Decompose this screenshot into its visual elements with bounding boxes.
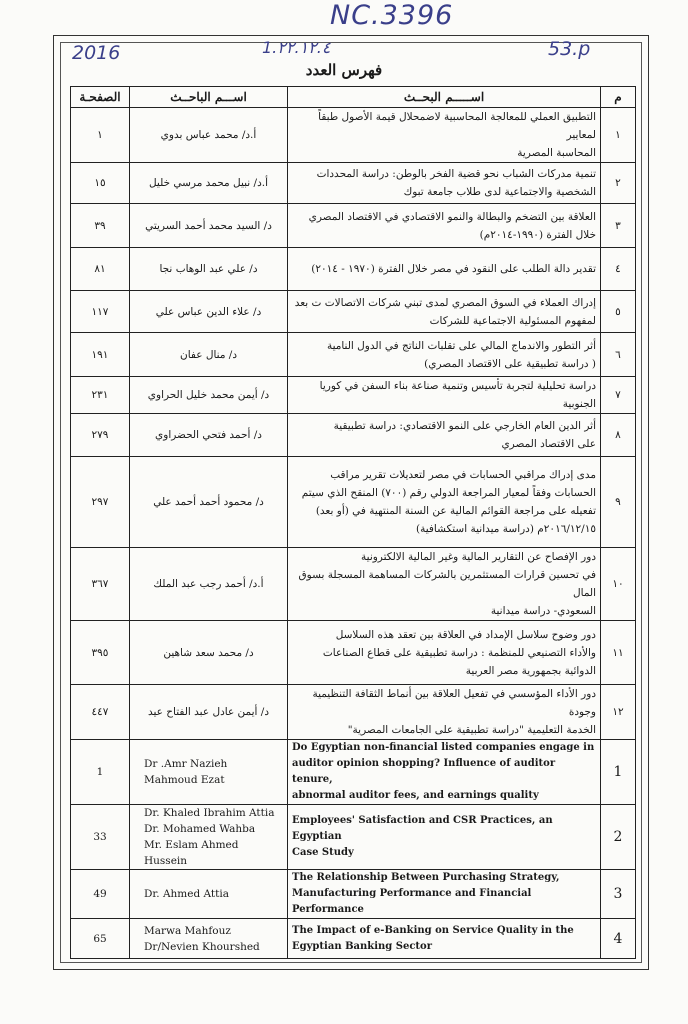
- author-cell-line: د/ أيمن عادل عبد الفتاح عيد: [147, 706, 270, 718]
- paper-title-cell-line: تفعيله على مراجعة القوائم المالية عن السنة المنتهية في (أو بعد): [315, 505, 596, 517]
- row-number-cell: ٨: [601, 414, 636, 457]
- page-number-cell: ٣٩: [71, 204, 130, 248]
- paper-title-cell-line: دراسة تحليلية لتجربة تأسيس وتنمية صناعة بناء السفن في كوريا الجنوبية: [319, 380, 596, 410]
- header-number: م: [601, 87, 636, 108]
- paper-title-cell-line: الخدمة التعليمية "دراسة تطبيقية على الجامعات المصرية": [347, 724, 596, 736]
- table-row: [71, 621, 636, 685]
- author-cell-line: د/ علاء الدين عباس علي: [155, 305, 262, 318]
- paper-title-cell-line: والأداء التصنيعي للمنظمة : دراسة تطبيقية على قطاع الصناعات: [322, 646, 596, 659]
- page-number-cell: ١: [71, 108, 130, 163]
- author-cell: [130, 621, 288, 685]
- table-row: [71, 414, 636, 457]
- row-number-cell: ٧: [601, 377, 636, 414]
- author-cell-line: أ.د/ نبيل محمد مرسي خليل: [148, 177, 269, 189]
- page-number-cell: ٨١: [71, 248, 130, 291]
- paper-title-cell: [288, 870, 601, 919]
- paper-title-cell-line: دور وضوح سلاسل الإمداد في العلاقة بين تعقد هذه السلاسل: [335, 628, 596, 641]
- page-number-cell: ٢٩٧: [71, 457, 130, 548]
- paper-title-cell-line: ( دراسة تطبيقية على الاقتصاد المصري): [424, 357, 596, 370]
- paper-title-cell-line: auditor opinion shopping? Influence of auditor tenure,: [292, 758, 556, 785]
- header-author: اســـم الباحــث: [130, 87, 288, 108]
- paper-title-cell: [288, 805, 601, 870]
- author-cell-line: أ.د/ محمد عباس بدوي: [160, 129, 257, 141]
- paper-title-cell-line: تقدير دالة الطلب على النقود في مصر خلال الفترة (١٩٧٠ - ٢٠١٤): [311, 263, 596, 275]
- header-title: اســـــم البحــث: [288, 87, 601, 108]
- row-number-cell: ١: [601, 108, 636, 163]
- paper-title-cell: [288, 548, 601, 621]
- paper-title-cell: [288, 414, 601, 457]
- table-row: [71, 457, 636, 548]
- handwritten-year: 2016: [72, 42, 121, 64]
- paper-title-cell-line: الشخصية والاجتماعية لدى طلاب جامعة تبوك: [403, 186, 596, 198]
- paper-title-cell-line: abnormal auditor fees, and earnings quality: [292, 790, 539, 801]
- page-number-cell: 1: [71, 740, 130, 805]
- author-cell-line: Dr. Khaled Ibrahim Attia: [144, 807, 275, 819]
- paper-title-cell-line: The Impact of e-Banking on Service Quality in the: [292, 924, 574, 936]
- table-row: [71, 333, 636, 377]
- author-cell-line: د/ منال عفان: [180, 348, 237, 361]
- paper-title-cell-line: إدراك العملاء في السوق المصري لمدى تبني شركات الاتصالات ت بعد: [294, 296, 596, 309]
- table-row: [71, 685, 636, 740]
- author-cell: [130, 919, 288, 959]
- paper-title-cell-line: Do Egyptian non-financial listed companies engage in: [292, 742, 595, 753]
- author-cell: [130, 248, 288, 291]
- author-cell-line: د/ علي عبد الوهاب نجا: [159, 263, 258, 275]
- author-cell: [130, 163, 288, 204]
- row-number-cell: ٣: [601, 204, 636, 248]
- page-number-cell: ٣٩٥: [71, 621, 130, 685]
- author-cell-line: د/ محمود أحمد أحمد علي: [153, 496, 264, 508]
- paper-title-cell: [288, 291, 601, 333]
- table-row: [71, 740, 636, 805]
- paper-title-cell-line: ٢٠١٦/١٢/١٥م (دراسة ميدانية استكشافية): [415, 523, 596, 535]
- table-row: [71, 919, 636, 959]
- author-cell: [130, 204, 288, 248]
- author-cell-line: Marwa Mahfouz: [144, 924, 231, 937]
- table-header-row: [71, 87, 636, 108]
- paper-title-cell-line: أثر التطور والاندماج المالي على تقلبات الناتج في الدول النامية: [326, 339, 596, 352]
- page-number-cell: ٢٣١: [71, 377, 130, 414]
- paper-title-cell-line: السعودي- دراسة ميدانية: [490, 605, 596, 617]
- table-body: [71, 108, 636, 959]
- author-cell-line: د/ محمد سعد شاهين: [163, 646, 254, 659]
- page-number-cell: ١١٧: [71, 291, 130, 333]
- author-cell: [130, 414, 288, 457]
- paper-title-cell-line: لمفهوم المسئولية الاجتماعية للشركات: [429, 314, 596, 327]
- row-number-cell: ١٢: [601, 685, 636, 740]
- paper-title-cell-line: مدى إدراك مراقبي الحسابات في مصر لتعديلات تقرير مراقب: [330, 469, 596, 481]
- table-row: [71, 805, 636, 870]
- author-cell-line: Mahmoud Ezat: [144, 774, 225, 786]
- paper-title-cell-line: Case Study: [292, 847, 354, 858]
- table-row: [71, 548, 636, 621]
- author-cell-line: Dr/Nevien Khourshed: [144, 940, 260, 953]
- author-cell-line: Dr. Mohamed Wahba: [144, 823, 256, 835]
- author-cell-line: Dr .Amr Nazieh: [144, 758, 228, 770]
- paper-title-cell-line: أثر الدين العام الخارجي على النمو الاقتصادي: دراسة تطبيقية: [333, 420, 596, 432]
- paper-title-cell-line: العلاقة بين التضخم والبطالة والنمو الاقتصادي في الاقتصاد المصري: [308, 210, 596, 223]
- table-row: [71, 163, 636, 204]
- page-number-cell: ٣٦٧: [71, 548, 130, 621]
- paper-title-cell-line: تنمية مدركات الشباب نحو قضية الفخر بالوطن: دراسة المحددات: [316, 168, 596, 180]
- paper-title-cell-line: دور الإفصاح عن التقارير المالية وغير المالية الالكترونية: [361, 551, 596, 563]
- paper-title-cell: [288, 248, 601, 291]
- author-cell: [130, 377, 288, 414]
- author-cell: [130, 740, 288, 805]
- author-cell-line: د/ أحمد فتحي الحضراوي: [155, 429, 262, 441]
- page-number-cell: ٢٧٩: [71, 414, 130, 457]
- contents-table: [70, 86, 636, 959]
- row-number-cell: 3: [601, 870, 636, 919]
- row-number-cell: 1: [601, 740, 636, 805]
- paper-title-cell-line: المحاسبة المصرية: [517, 147, 596, 159]
- page-number-cell: 33: [71, 805, 130, 870]
- table-row: [71, 248, 636, 291]
- table-row: [71, 377, 636, 414]
- author-cell-line: د/ السيد محمد أحمد السريتي: [145, 219, 272, 232]
- page-number-cell: 65: [71, 919, 130, 959]
- row-number-cell: 4: [601, 919, 636, 959]
- table-row: [71, 870, 636, 919]
- page-number-cell: ١٥: [71, 163, 130, 204]
- author-cell-line: د/ أيمن محمد خليل الحراوي: [147, 389, 270, 401]
- paper-title-cell-line: Manufacturing Performance and Financial Performance: [292, 888, 532, 915]
- paper-title-cell-line: Egyptian Banking Sector: [292, 940, 432, 952]
- author-cell-line: أ.د/ أحمد رجب عبد الملك: [153, 578, 264, 590]
- paper-title-cell-line: على الاقتصاد المصري: [501, 438, 596, 450]
- table-row: [71, 108, 636, 163]
- author-cell-line: Dr. Ahmed Attia: [144, 888, 229, 900]
- paper-title-cell-line: خلال الفترة (١٩٩٠-٢٠١٤م): [479, 228, 596, 241]
- paper-title-cell: [288, 685, 601, 740]
- paper-title-cell: [288, 377, 601, 414]
- paper-title-cell-line: Employees' Satisfaction and CSR Practices, an Egyptian: [292, 815, 553, 842]
- author-cell: [130, 548, 288, 621]
- author-cell: [130, 870, 288, 919]
- paper-title-cell-line: الحسابات وفقاً لمعيار المراجعة الدولي رقم (٧٠٠) المنقح الذي سيتم: [301, 487, 596, 499]
- author-cell: [130, 108, 288, 163]
- paper-title-cell: [288, 163, 601, 204]
- paper-title-cell: [288, 333, 601, 377]
- author-cell-line: Mr. Eslam Ahmed Hussein: [144, 839, 239, 867]
- row-number-cell: ١١: [601, 621, 636, 685]
- table-row: [71, 291, 636, 333]
- handwritten-catalog-number: NC.3396: [330, 0, 454, 31]
- page-number-cell: 49: [71, 870, 130, 919]
- handwritten-date: 1.٢٢.١٢.٤: [262, 38, 331, 57]
- row-number-cell: ٥: [601, 291, 636, 333]
- handwritten-page-ref: 53.p: [548, 38, 591, 60]
- row-number-cell: ٦: [601, 333, 636, 377]
- paper-title-cell-line: الدوائية بجمهورية مصر العربية: [465, 664, 596, 677]
- paper-title-cell-line: دور الأداء المؤسسي في تفعيل العلاقة بين أنماط الثقافة التنظيمية وجودة: [312, 688, 596, 718]
- paper-title-cell: [288, 457, 601, 548]
- page-number-cell: ٤٤٧: [71, 685, 130, 740]
- page-title: فهرس العدد: [305, 61, 383, 79]
- row-number-cell: 2: [601, 805, 636, 870]
- row-number-cell: ١٠: [601, 548, 636, 621]
- page-number-cell: ١٩١: [71, 333, 130, 377]
- paper-title-cell-line: التطبيق العملي للمعالجة المحاسبية لاضمحلال قيمة الأصول طبقاً لمعايير: [318, 111, 596, 141]
- paper-title-cell: [288, 204, 601, 248]
- author-cell: [130, 685, 288, 740]
- author-cell: [130, 457, 288, 548]
- paper-title-cell: [288, 740, 601, 805]
- header-page: الصفحـة: [71, 87, 130, 108]
- table-row: [71, 204, 636, 248]
- paper-title-cell-line: في تحسين قرارات المستثمرين بالشركات المساهمة المسجلة بسوق المال: [298, 569, 596, 599]
- paper-title-cell-line: The Relationship Between Purchasing Strategy,: [292, 872, 560, 883]
- paper-title-cell: [288, 621, 601, 685]
- row-number-cell: ٢: [601, 163, 636, 204]
- author-cell: [130, 291, 288, 333]
- row-number-cell: ٩: [601, 457, 636, 548]
- author-cell: [130, 805, 288, 870]
- paper-title-cell: [288, 919, 601, 959]
- paper-title-cell: [288, 108, 601, 163]
- row-number-cell: ٤: [601, 248, 636, 291]
- author-cell: [130, 333, 288, 377]
